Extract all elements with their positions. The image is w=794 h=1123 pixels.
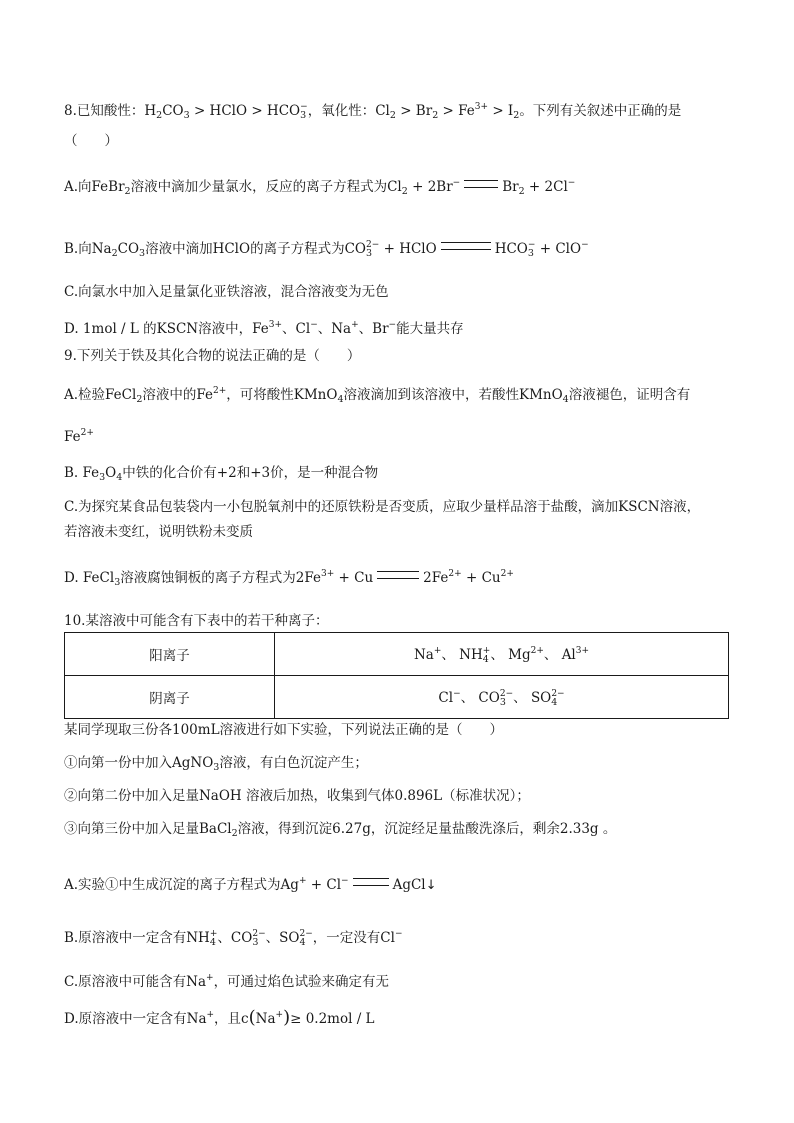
q9-option-d: D. FeCl$_3$溶液腐蚀铜板的离子方程式为$2Fe^{3+} + Cu$ $2Fe^{2+} + Cu^{2+}$: [64, 569, 514, 588]
q9-option-a: A.检验FeCl$_2$溶液中的$Fe^{2+}$，可将酸性KMnO$_4$溶液滴加到该溶液中，若酸性KMnO$_4$溶液褪色，证明含有: [64, 386, 691, 405]
table-row: [65, 633, 729, 676]
q9-option-a-cont: $Fe^{2+}$: [64, 428, 94, 445]
q8-option-c: C.向氯水中加入足量氯化亚铁溶液，混合溶液变为无色: [64, 284, 389, 300]
q9-stem: 9.下列关于铁及其化合物的说法正确的是（ ）: [64, 348, 361, 364]
q10-option-b: B.原溶液中一定含有$NH_4^+$、$CO_3^{2-}$、$SO_4^{2-}$，一定没有Cl−: [64, 929, 403, 948]
q8-option-a: A.向FeBr$_2$溶液中滴加少量氯水，反应的离子方程式为$Cl_2 + 2Br^-$ $Br_2 + 2Cl^-$: [64, 178, 576, 197]
q10-option-c: C.原溶液中可能含有Na+，可通过焰色试验来确定有无: [64, 973, 390, 990]
q8-option-d: D. 1mol / L 的KSCN溶液中，$Fe^{3+}$、Cl−、Na+、Br−能大量共存: [64, 320, 464, 337]
anion-list: Cl−、 $CO_3^{2-}$、 $SO_4^{2-}$: [275, 676, 729, 719]
q10-option-a: A.实验①中生成沉淀的离子方程式为Ag+ + Cl− AgCl↓: [64, 876, 437, 893]
q10-stem: 10.某溶液中可能含有下表中的若干种离子：: [64, 613, 329, 629]
q10-option-d: D.原溶液中一定含有Na+，且c(Na+)≥ 0.2mol / L: [64, 1007, 375, 1028]
q10-exp1: ①向第一份中加入AgNO$_3$溶液，有白色沉淀产生；: [64, 755, 368, 773]
anion-label: 阴离子: [65, 676, 275, 719]
q9-option-b: B. $Fe_3O_4$中铁的化合价有+2和+3价，是一种混合物: [64, 465, 379, 483]
q9-option-c-cont: 若溶液未变红，说明铁粉未变质: [64, 524, 253, 540]
q9-option-c: C.为探究某食品包装袋内一小包脱氧剂中的还原铁粉是否变质，应取少量样品溶于盐酸，滴加KSCN溶液，: [64, 499, 701, 515]
q8-paren: （ ）: [64, 133, 118, 149]
cation-label: 阳离子: [65, 633, 275, 676]
q10-intro: 某同学现取三份各100mL溶液进行如下实验，下列说法正确的是（ ）: [64, 722, 504, 738]
q10-exp2: ②向第二份中加入足量NaOH 溶液后加热，收集到气体0.896L（标准状况）；: [64, 788, 530, 804]
q8-option-b: B.向$Na_2CO_3$溶液中滴加HClO的离子方程式为$CO_3^{2-}$ + HClO $HCO_3^- + ClO^-$: [64, 240, 589, 259]
table-row: [65, 676, 729, 719]
q8-stem: 8.已知酸性：$H_2CO_3$ > HClO > $HCO_3^-$，氧化性：$Cl_2 > Br_2 > Fe^{3+} > I_2$。下列有关叙述中正确的是: [64, 102, 682, 121]
ion-table: [64, 632, 729, 719]
cation-list: Na+、 $NH_4^+$、 $Mg^{2+}$、 $Al^{3+}$: [275, 633, 729, 676]
q10-exp3: ③向第三份中加入足量BaCl$_2$溶液，得到沉淀6.27g，沉淀经足量盐酸洗涤后，剩余2.33g 。: [64, 821, 617, 839]
